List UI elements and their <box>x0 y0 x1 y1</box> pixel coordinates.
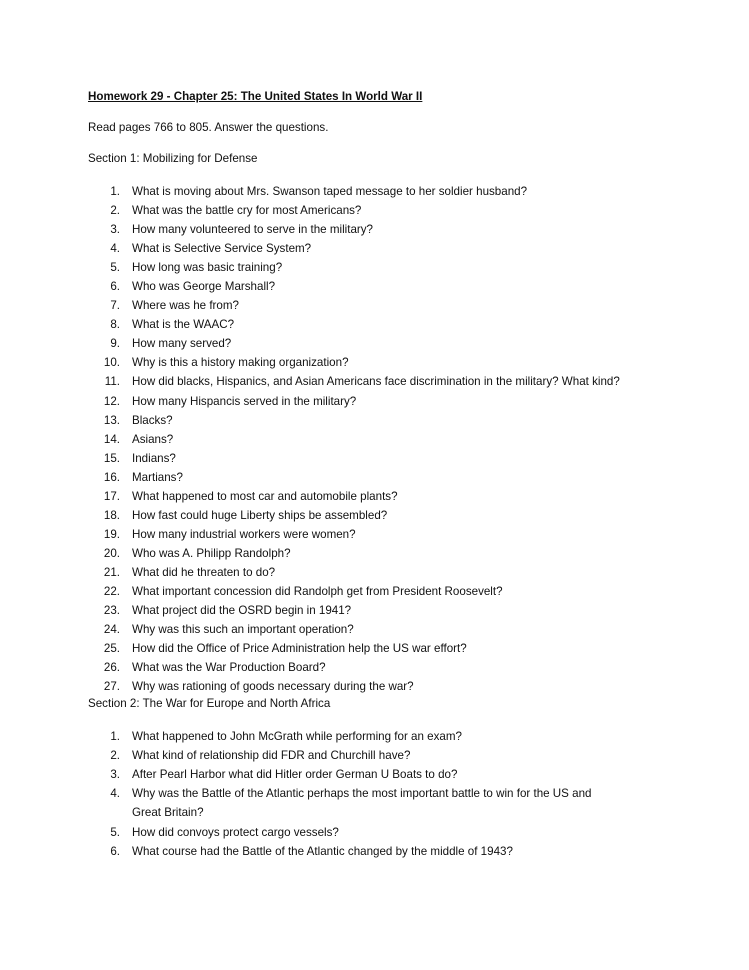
question-text: What is moving about Mrs. Swanson taped message to her soldier husband? <box>132 185 528 198</box>
question-item <box>88 372 688 391</box>
question-text-continued: Great Britain? <box>132 806 204 820</box>
question-number: 16. <box>103 470 120 484</box>
question-item <box>88 784 688 822</box>
section-1-heading: Section 1: Mobilizing for Defense <box>88 152 258 165</box>
section-2-question-list <box>88 727 688 860</box>
question-number: 5. <box>110 261 120 275</box>
question-number: 6. <box>110 280 120 294</box>
section-1-question-list <box>88 182 688 696</box>
question-text: How fast could huge Liberty ships be assembled? <box>132 508 388 522</box>
question-text: How did convoys protect cargo vessels? <box>132 825 339 839</box>
question-number: 22. <box>103 584 120 598</box>
question-item <box>88 392 688 411</box>
question-text: What was the War Production Board? <box>132 661 326 675</box>
question-text: What important concession did Randolph get from President Roosevelt? <box>132 584 503 598</box>
question-item <box>88 842 688 861</box>
question-item <box>88 658 688 677</box>
question-text: Asians? <box>132 432 174 446</box>
question-number: 8. <box>110 318 120 332</box>
question-number: 6. <box>110 844 120 858</box>
document-title: Homework 29 - Chapter 25: The United States In World War II <box>88 90 423 103</box>
question-number: 11. <box>104 375 120 389</box>
question-text: What happened to John McGrath while performing for an exam? <box>132 730 462 744</box>
question-number: 7. <box>110 299 120 313</box>
question-number: 1. <box>110 185 120 198</box>
question-number: 24. <box>103 623 120 637</box>
question-number: 17. <box>103 489 120 503</box>
question-number: 5. <box>110 825 120 839</box>
question-text: What did he threaten to do? <box>132 565 276 579</box>
question-text: What happened to most car and automobile plants? <box>132 489 398 503</box>
question-number: 1. <box>110 730 120 744</box>
question-number: 20. <box>103 546 120 560</box>
question-number: 25. <box>103 642 120 656</box>
question-item <box>88 201 688 220</box>
question-number: 21. <box>103 565 120 579</box>
question-item <box>88 239 688 258</box>
question-text: Why was this such an important operation? <box>132 623 354 637</box>
question-item <box>88 639 688 658</box>
question-text: Where was he from? <box>132 299 239 313</box>
question-item <box>88 525 688 544</box>
question-number: 26. <box>103 661 120 675</box>
question-text: What project did the OSRD begin in 1941? <box>132 604 352 618</box>
homework-document <box>88 89 688 861</box>
question-text: How many volunteered to serve in the military? <box>132 223 374 237</box>
question-text: What was the battle cry for most Americans? <box>132 204 362 218</box>
question-item <box>88 182 688 201</box>
question-item <box>88 563 688 582</box>
question-text: How long was basic training? <box>132 261 283 275</box>
question-text: Why is this a history making organization? <box>132 356 349 370</box>
question-item <box>88 544 688 563</box>
question-item <box>88 411 688 430</box>
question-item <box>88 353 688 372</box>
question-number: 15. <box>103 451 120 465</box>
question-item <box>88 620 688 639</box>
question-text: Who was George Marshall? <box>132 280 276 294</box>
question-item <box>88 449 688 468</box>
question-text: How did blacks, Hispanics, and Asian Americans face discrimination in the military? What kind? <box>132 375 620 389</box>
question-item <box>88 220 688 239</box>
question-item <box>88 601 688 620</box>
question-number: 4. <box>110 242 120 256</box>
question-item <box>88 677 688 696</box>
question-item <box>88 277 688 296</box>
question-text: What is the WAAC? <box>132 318 235 332</box>
question-item <box>88 468 688 487</box>
question-text: How many industrial workers were women? <box>132 527 356 541</box>
question-number: 12. <box>103 394 120 408</box>
question-text: How did the Office of Price Administration help the US war effort? <box>132 642 467 656</box>
question-number: 2. <box>110 204 120 218</box>
section-2-heading: Section 2: The War for Europe and North Africa <box>88 697 331 711</box>
question-text: Why was the Battle of the Atlantic perhaps the most important battle to win for the US and <box>132 787 592 801</box>
question-text: After Pearl Harbor what did Hitler order German U Boats to do? <box>132 768 458 782</box>
question-number: 3. <box>110 223 120 237</box>
question-number: 13. <box>103 413 120 427</box>
question-number: 3. <box>110 768 120 782</box>
question-number: 10. <box>103 356 120 370</box>
question-number: 14. <box>103 432 120 446</box>
question-item <box>88 487 688 506</box>
question-number: 18. <box>103 508 120 522</box>
question-item <box>88 506 688 525</box>
question-item <box>88 746 688 765</box>
question-text: Who was A. Philipp Randolph? <box>132 546 291 560</box>
question-text: Why was rationing of goods necessary during the war? <box>132 680 414 694</box>
instructions: Read pages 766 to 805. Answer the questions. <box>88 121 329 134</box>
question-item <box>88 430 688 449</box>
question-item <box>88 315 688 334</box>
question-item <box>88 258 688 277</box>
question-item <box>88 582 688 601</box>
question-text: Martians? <box>132 470 183 484</box>
question-text: What course had the Battle of the Atlantic changed by the middle of 1943? <box>132 844 513 858</box>
question-number: 9. <box>110 337 120 351</box>
question-number: 2. <box>110 749 120 763</box>
question-text: Blacks? <box>132 413 173 427</box>
question-number: 27. <box>103 680 120 694</box>
question-number: 19. <box>103 527 120 541</box>
question-item <box>88 823 688 842</box>
question-item <box>88 296 688 315</box>
question-text: How many served? <box>132 337 232 351</box>
question-item <box>88 727 688 746</box>
question-number: 23. <box>103 604 120 618</box>
question-text: What kind of relationship did FDR and Churchill have? <box>132 749 411 763</box>
question-text: How many Hispancis served in the military? <box>132 394 357 408</box>
question-item <box>88 765 688 784</box>
question-item <box>88 334 688 353</box>
question-text: What is Selective Service System? <box>132 242 312 256</box>
question-number: 4. <box>110 787 120 801</box>
question-text: Indians? <box>132 451 176 465</box>
